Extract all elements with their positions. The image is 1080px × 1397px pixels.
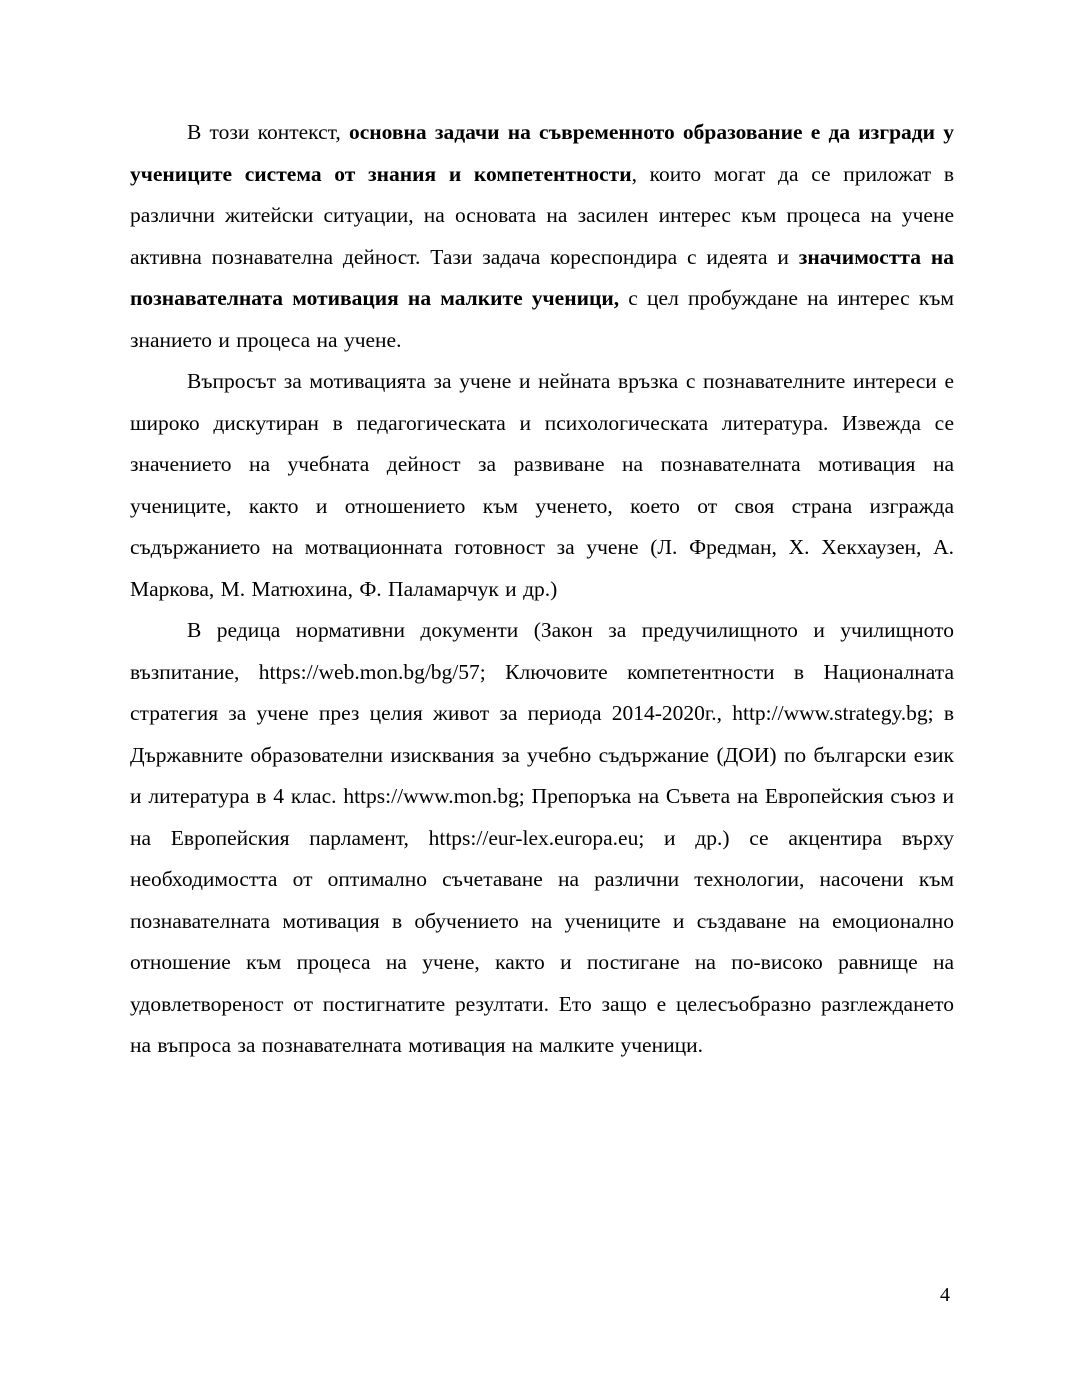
paragraph: [130, 610, 954, 1067]
bold-text-run: значимостта на познавателната мотивация на малките ученици,: [130, 244, 954, 310]
text-run: В този контекст,: [187, 120, 349, 144]
text-run: Въпросът за мотивацията за учене и нейната връзка с познавателните интереси е широко дискутиран в педагогическата и психологическата литература. Извежда се значението на учебната дейност за развиване на познавателната мотивация на учениците, както и отношението към ученето, което от своя страна изгражда съдържанието на мотвационната готовност за учене (Л. Фредман, Х. Хекхаузен, А. Маркова, М. Матюхина, Ф. Паламарчук и др.): [130, 369, 954, 601]
text-run: с цел пробуждане на интерес към знанието и процеса на учене.: [130, 286, 954, 352]
bold-text-run: основна задачи на съвременното образование е да изгради у учениците система от знания и компетентности: [130, 120, 955, 186]
paragraph: [130, 112, 954, 361]
text-run: , които могат да се приложат в различни житейски ситуации, на основата на засилен интерес към процеса на учене активна познавателна дейност. Тази задача кореспондира с идеята и: [130, 161, 955, 269]
document-body: [130, 112, 954, 1067]
page-number: 4: [940, 1284, 950, 1306]
paragraph: [130, 361, 954, 610]
text-run: В редица нормативни документи (Закон за предучилищното и училищното възпитание, https://web.mon.bg/bg/57; Ключовите компетентности в Националната стратегия за учене през целия живот за периода 2014-2020г., http://www.strategy.bg; в Държавните образователни изисквания за учебно съдържание (ДОИ) по български език и литература в 4 клас. https://www.mon.bg; Препоръка на Съвета на Европейския съюз и на Европейския парламент, https://eur-lex.europa.eu; и др.) се акцентира върху необходимостта от оптимално съчетаване на различни технологии, насочени към познавателната мотивация в обучението на учениците и създаване на емоционално отношение към процеса на учене, както и постигане на по-високо равнище на удовлетвореност от постигнатите резултати. Ето защо е целесъобразно разглеждането на въпроса за познавателната мотивация на малките ученици.: [130, 618, 954, 1057]
